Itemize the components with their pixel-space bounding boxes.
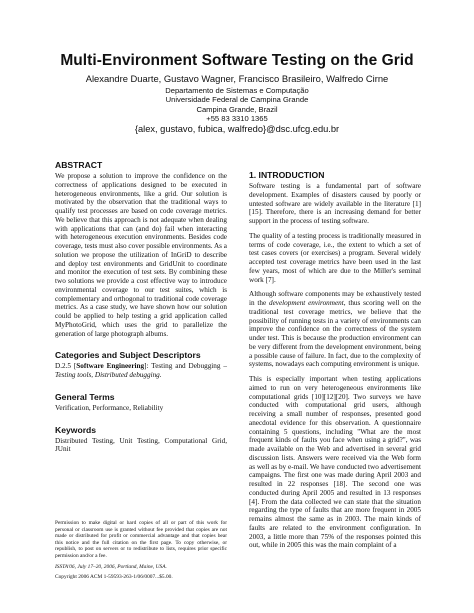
categories-italic: Testing tools, Distributed debugging. xyxy=(55,371,162,379)
permission-text: Permission to make digital or hard copies of all or part of this work for personal or classroom use is granted without fee provided that copies are not made or distributed for profit or commercial advantage and that copies bear this notice and the full citation on the first page. To copy otherwise, or republish, to post on servers or to redistribute to lists, requires prior specific permission and/or a fee. xyxy=(55,520,227,559)
affiliation-city: Campina Grande, Brazil xyxy=(196,104,278,114)
copyright-text: Copyright 2006 ACM 1-59593-263-1/06/0007...$5.00. xyxy=(55,574,173,581)
categories-middle: ]: Testing and Debugging – xyxy=(144,362,227,371)
abstract-heading: ABSTRACT xyxy=(55,160,103,170)
intro-paragraph-1: Software testing is a fundamental part of software development. Examples of disasters caused by poorly or untested software are widely available in the literature [1][15]. Therefore, there is an increasing demand for better support in the process of testing software. xyxy=(249,182,421,225)
intro-p3-italic: development environment xyxy=(268,299,344,307)
venue-italic: ISSTA'06, July 17–20, 2006, Portland, Maine, USA. xyxy=(55,563,167,570)
categories-bold: Software Engineering xyxy=(76,362,145,371)
general-terms-text: Verification, Performance, Reliability xyxy=(55,403,164,412)
general-terms-heading: General Terms xyxy=(55,391,115,402)
intro-p3-start: Although software components may be exhaustively tested in the xyxy=(249,290,421,307)
intro-paragraph-4: This is especially important when testing applications aimed to run on very heterogeneous environments like computational grids [10][12][20]. Two surveys we have conducted with computational grid users, although receiving a small number of responses, presented good anecdotal evidence for this observation. A questionnaire containing 5 questions, including "What are the most frequent kinds of faults you face when using a grid?", was made available on the Web and advertised in several grid discussion lists. Answers were received via the Web form as well as by e-mail. We have conducted two advertisement campaigns. The first one was made during April 2003 and resulted in 22 responses [18]. The second one was conducted during April 2005 and resulted in 13 responses [4]. From the data collected we can state that the situation regarding the type of faults that are more frequent in 2005 remains almost the same as in 2003. The main kinds of faults are related to the environment configuration. In 2003, a little more than 75% of the responses pointed this out, while in 2005 this was the main complaint of a xyxy=(249,375,421,550)
affiliation-block xyxy=(0,86,474,123)
abstract-text: We propose a solution to improve the confidence on the correctness of applications designed to be executed in heterogeneous environments, like a grid. Our solution is motivated by the observation that the traditional ways to qualify test processes are based on code coverage metrics. We believe that this approach is not adequate when dealing with applications that can (and do) fail when interacting with heterogeneous execution environments. Besides code coverage, tests must also cover possible environments. As a solution we propose the utilization of InGriD to describe and deploy test environments and GridUnit to coordinate and monitor the execution of test sets. By combining these two solutions we provide a cost effective way to introduce environmental coverage to our test suites, which is complementary and orthogonal to traditional code coverage metrics. As a case study, we have shown how our solution could be applied to help testing a grid application called MyPhotoGrid, which uses the grid to parallelize the generation of large photograph albums. xyxy=(55,172,227,338)
keywords-text: Distributed Testing, Unit Testing, Computational Grid, JUnit xyxy=(55,436,227,454)
intro-paragraph-2: The quality of a testing process is traditionally measured in terms of code coverage, i.e., the extent to which a set of test cases covers (or exercises) a program. Several widely accepted test coverage metrics have been used in the last few years, most of which are due to the Miller's seminal work [7]. xyxy=(249,231,421,284)
introduction-heading: 1. INTRODUCTION xyxy=(249,170,325,180)
intro-p3-end: , thus scoring well on the traditional test coverage metrics, we believe that the possibility of running tests in a variety of environments can improve the confidence on the correctness of the system under test. This is because the production environment can be very different from the development environment, being a possible cause of failure. In fact, due to the complexity of systems, nowadays each computing environment is unique. xyxy=(249,299,422,369)
author-emails: {alex, gustavo, fubica, walfredo}@dsc.ufcg.edu.br xyxy=(134,124,340,134)
affiliation-university: Universidade Federal de Campina Grande xyxy=(165,95,309,105)
categories-heading: Categories and Subject Descriptors xyxy=(55,350,201,361)
paper-title: Multi-Environment Software Testing on the Grid xyxy=(60,52,414,69)
permission-block xyxy=(55,520,227,585)
keywords-heading: Keywords xyxy=(55,424,97,435)
categories-text xyxy=(55,362,227,380)
categories-prefix: D.2.5 [ xyxy=(55,362,77,371)
affiliation-department: Departamento de Sistemas e Computação xyxy=(165,86,309,95)
affiliation-phone: +55 83 3310 1365 xyxy=(206,113,268,123)
left-column xyxy=(55,160,227,460)
paper-authors: Alexandre Duarte, Gustavo Wagner, Francisco Brasileiro, Walfredo Cirne xyxy=(85,73,389,84)
intro-paragraph-3 xyxy=(249,290,421,369)
venue-text xyxy=(55,564,227,571)
right-column xyxy=(249,170,421,556)
